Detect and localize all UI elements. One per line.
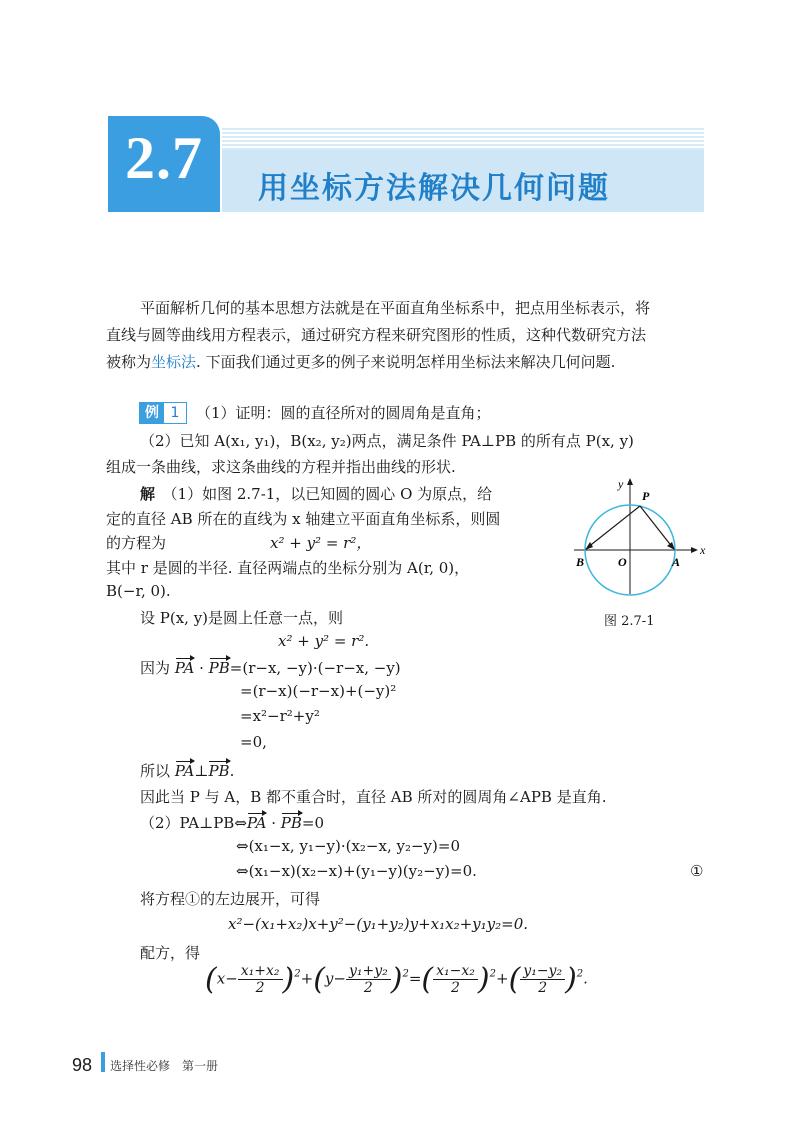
numerator: x₁−x₂ (433, 963, 478, 980)
part-2-eq0: =0 (301, 814, 325, 832)
intro-text: . 下面我们通过更多的例子来说明怎样用坐标法来解决几何问题. (196, 353, 616, 371)
fraction (520, 963, 565, 996)
part-2-line-3: ⇔(x₁−x)(x₂−x)+(y₁−y)(y₂−y)=0. (236, 862, 477, 880)
example-word: 例 (140, 403, 164, 423)
op: − (225, 969, 238, 988)
question-2-line-2: 组成一条曲线，求这条曲线的方程并指出曲线的形状. (106, 458, 456, 476)
intro-line-2: 直线与圆等曲线用方程表示，通过研究方程来研究图形的性质，这种代数研究方法 (106, 326, 647, 344)
label-A: A (672, 555, 681, 569)
op: + (300, 969, 314, 988)
circle-equation: x² + y² = r²， (270, 534, 372, 552)
numerator: y₁−y₂ (520, 963, 565, 980)
section-title: 用坐标方法解决几何问题 (258, 171, 610, 206)
equation-marker: ① (690, 862, 704, 880)
solution-line-4: 其中 r 是圆的半径. 直径两端点的坐标分别为 A(r, 0)， (106, 559, 470, 577)
exponent: 2 (576, 968, 584, 980)
exponent: 2 (402, 968, 409, 980)
key-term: 坐标法 (151, 353, 197, 371)
dot-product-line-3: =x²−r²+y² (240, 707, 320, 725)
vector-PB: PB (280, 814, 302, 832)
x-axis-arrow (691, 547, 698, 553)
label-P: P (642, 489, 650, 503)
solution-label: 解 (140, 485, 156, 503)
vector-PB: PB (208, 659, 230, 677)
label-O: O (618, 555, 627, 569)
fraction (433, 963, 478, 996)
page-number: 98 (72, 1055, 93, 1075)
dot-product-line-4: =0, (240, 733, 267, 751)
label-B: B (576, 555, 585, 569)
var-y: y (324, 969, 334, 988)
exponent: 2 (294, 968, 301, 980)
numerator: x₁+x₂ (238, 963, 283, 980)
point-equation: x² + y² = r². (278, 632, 370, 650)
op: − (333, 969, 346, 988)
var-x: x (216, 969, 226, 988)
segment-PB (587, 506, 640, 548)
intro-text: 被称为 (106, 353, 152, 371)
part-2-line-2: ⇔(x₁−x, y₁−y)·(x₂−x, y₂−y)=0 (236, 837, 460, 855)
vector-PA: PA (174, 762, 195, 780)
y-axis-arrow (627, 478, 633, 485)
denominator: 2 (538, 980, 548, 996)
denominator: 2 (255, 980, 265, 996)
question-1: （1）证明：圆的直径所对的圆周角是直角； (196, 404, 491, 422)
solution-text: （1）如图 2.7-1，以已知圆的圆心 O 为原点，给 (170, 485, 493, 503)
numerator: y₁+y₂ (346, 963, 391, 980)
intro-line-1: 平面解析几何的基本思想方法就是在平面直角坐标系中，把点用坐标表示，将 (140, 299, 651, 317)
part-2-start: （2）PA⊥PB⇔ (140, 814, 247, 832)
label-x: x (700, 543, 706, 557)
intro-line-3 (106, 349, 720, 376)
label-y: y (618, 477, 624, 491)
solution-line-1 (140, 483, 492, 504)
text-because: 因为 (140, 659, 171, 677)
solution-line-3: 的方程为 (106, 534, 167, 552)
solution-line-5: B(−r, 0). (106, 582, 171, 600)
conclusion-line: 因此当 P 与 A，B 都不重合时，直径 AB 所对的圆周角∠APB 是直角. (140, 788, 607, 806)
denominator: 2 (363, 980, 373, 996)
op: = (408, 969, 422, 988)
denominator: 2 (451, 980, 460, 996)
figure-caption: 图 2.7-1 (604, 614, 655, 629)
figure-2-7-1 (560, 470, 720, 600)
footer-accent-bar (101, 1052, 105, 1072)
fraction (346, 963, 391, 996)
dot-product-line-1: 因为 PA · PB=(r−x, −y)·(−r−x, −y) (140, 659, 401, 677)
completed-square-formula: (x− $\frac{\text{x₁+x₂}}{2}$ )$^2$+(y− $\frac{\text{y₁+y₂}}{2}$ )$^2$=( $\frac{\text{x₁−x₂}}{2}$ )$^2$+( $\frac{\text{y₁−y₂}}{2}$ )$^2$. (205, 962, 588, 997)
complete-square-text: 配方，得 (140, 944, 201, 962)
exponent: 2 (489, 968, 496, 980)
dot-product-rhs: =(r−x, −y)·(−r−x, −y) (229, 659, 401, 677)
section-number: 2.7 (125, 125, 203, 191)
expanded-equation: x²−(x₁+x₂)x+y²−(y₁+y₂)y+x₁x₂+y₁y₂=0. (228, 915, 528, 933)
solution-line-2: 定的直径 AB 所在的直线为 x 轴建立平面直角坐标系，则圆 (106, 510, 501, 528)
example-label (139, 402, 187, 424)
book-title: 选择性必修 第一册 (110, 1059, 219, 1073)
vector-PA: PA (246, 814, 267, 832)
dot-product-line-2: =(r−x)(−r−x)+(−y)² (240, 682, 397, 700)
expand-text: 将方程①的左边展开，可得 (140, 890, 321, 908)
solution-line-6: 设 P(x, y)是圆上任意一点，则 (140, 609, 344, 627)
part-2-line-1: （2）PA⊥PB⇔PA · PB=0 (140, 814, 325, 832)
text-so: 所以 (140, 762, 171, 780)
example-number: 1 (170, 405, 180, 421)
intro-paragraph (106, 295, 720, 376)
vector-PB: PB (208, 762, 230, 780)
question-2-line-1: （2）已知 A(x₁, y₁)，B(x₂, y₂)两点，满足条件 PA⊥PB 的所有点 P(x, y) (140, 432, 634, 450)
op: . (583, 969, 588, 988)
fraction (238, 963, 283, 996)
vector-PA: PA (174, 659, 195, 677)
op: + (495, 969, 509, 988)
perpendicular-line: 所以 PA⊥PB. (140, 762, 235, 780)
